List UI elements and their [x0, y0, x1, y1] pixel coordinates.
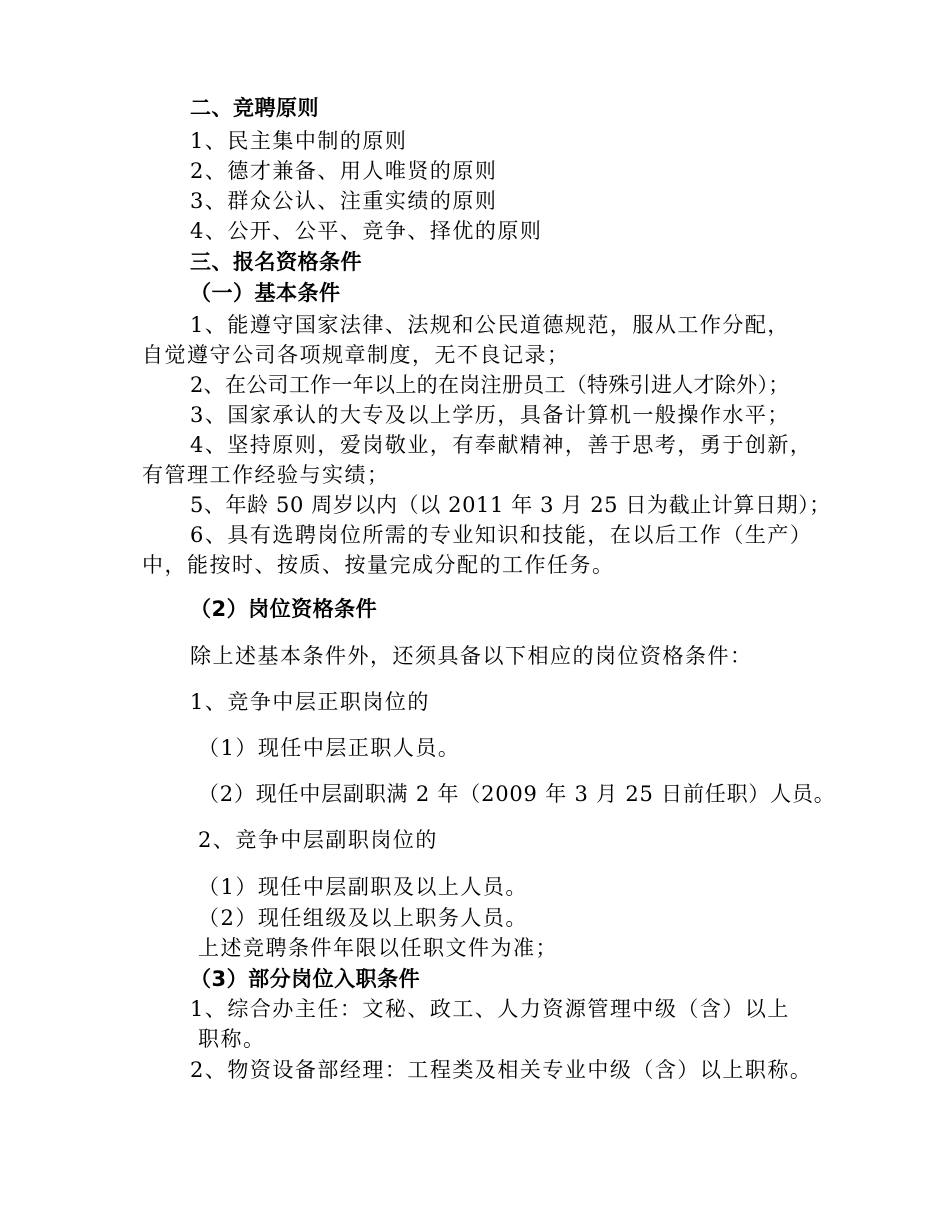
special-condition-line: 2、物资设备部经理：工程类及相关专业中级（含）以上职称。: [190, 1058, 813, 1082]
basic-condition-line: 有管理工作经验与实绩；: [142, 463, 390, 487]
basic-condition-line: 6、具有选聘岗位所需的专业知识和技能，在以后工作（生产）: [190, 523, 813, 547]
position-condition-line: 上述竞聘条件年限以任职文件为准；: [198, 936, 558, 960]
basic-condition-line: 4、坚持原则，爱岗敬业，有奉献精神，善于思考，勇于创新，: [190, 433, 813, 457]
special-condition-line: 1、综合办主任：文秘、政工、人力资源管理中级（含）以上: [190, 997, 790, 1021]
basic-condition-line: 自觉遵守公司各项规章制度，无不良记录；: [142, 343, 570, 367]
position-condition-line: （1）现任中层副职及以上人员。: [198, 875, 528, 899]
subsection-heading-special: （3）部分岗位入职条件: [190, 967, 421, 991]
subsection-heading-basic: （一）基本条件: [190, 281, 341, 305]
subsection-heading-position: （2）岗位资格条件: [190, 597, 378, 621]
section-heading-qualifications: 三、报名资格条件: [190, 250, 362, 274]
special-condition-line: 职称。: [198, 1027, 266, 1051]
principle-item: 3、群众公认、注重实绩的原则: [190, 189, 498, 213]
position-condition-line: （2）现任中层副职满 2 年（2009 年 3 月 25 日前任职）人员。: [198, 782, 836, 806]
basic-condition-line: 2、在公司工作一年以上的在岗注册员工（特殊引进人才除外）；: [190, 373, 790, 397]
principle-item: 2、德才兼备、用人唯贤的原则: [190, 159, 498, 183]
principle-item: 4、公开、公平、竞争、择优的原则: [190, 219, 543, 243]
basic-condition-line: 5、年龄 50 周岁以内（以 2011 年 3 月 25 日为截止计算日期）；: [190, 493, 831, 517]
section-heading-principles: 二、竞聘原则: [190, 96, 319, 120]
basic-condition-line: 中，能按时、按质、按量完成分配的工作任务。: [142, 553, 615, 577]
position-condition-line: （1）现任中层正职人员。: [198, 736, 461, 760]
position-condition-line: 2、竞争中层副职岗位的: [198, 828, 438, 852]
principle-item: 1、民主集中制的原则: [190, 129, 408, 153]
position-condition-line: （2）现任组级及以上职务人员。: [198, 906, 528, 930]
basic-condition-line: 1、能遵守国家法律、法规和公民道德规范，服从工作分配，: [190, 313, 790, 337]
position-condition-line: 1、竞争中层正职岗位的: [190, 690, 430, 714]
position-intro: 除上述基本条件外，还须具备以下相应的岗位资格条件：: [190, 644, 753, 668]
basic-condition-line: 3、国家承认的大专及以上学历，具备计算机一般操作水平；: [190, 403, 790, 427]
